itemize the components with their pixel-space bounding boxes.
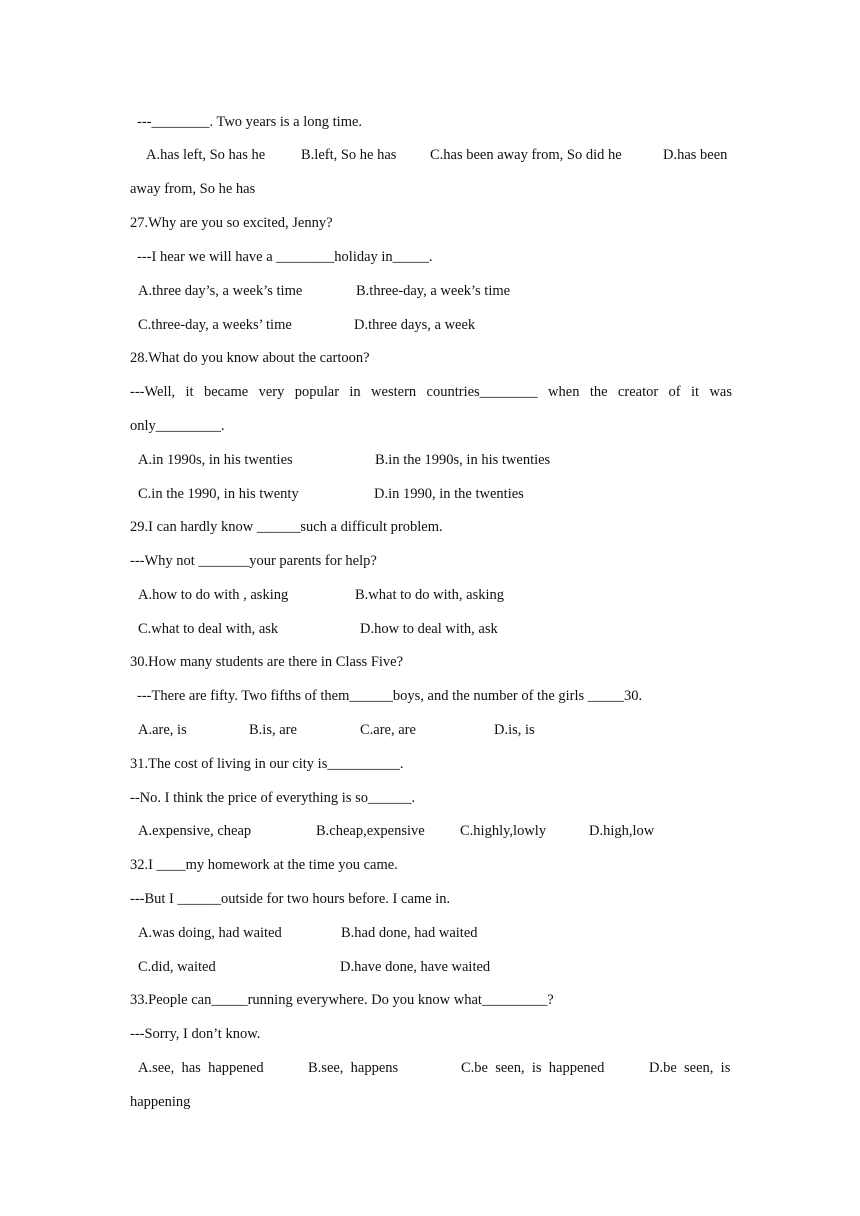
q30-option-b: B.is, are: [249, 722, 297, 738]
q28-option-c: C.in the 1990, in his twenty: [138, 486, 299, 502]
q29-option-c: C.what to deal with, ask: [138, 621, 279, 637]
q28-response-continued: only_________.: [130, 418, 225, 434]
q29-option-d: D.how to deal with, ask: [360, 621, 498, 637]
q26-answer-line: ---________. Two years is a long time.: [137, 114, 363, 130]
q32-question: 32.I ____my homework at the time you came.: [130, 857, 398, 873]
q33-response: ---Sorry, I don’t know.: [130, 1026, 261, 1042]
q30-response: ---There are fifty. Two fifths of them______boys, and the number of the girls _____30.: [137, 688, 643, 704]
q26-option-c: C.has been away from, So did he: [430, 147, 622, 163]
q27-question: 27.Why are you so excited, Jenny?: [130, 215, 333, 231]
q27-options-cd: [130, 314, 732, 336]
q31-option-c: C.highly,lowly: [460, 823, 547, 839]
q28-option-a: A.in 1990s, in his twenties: [138, 452, 293, 468]
q33-options: [130, 1057, 732, 1079]
q32-option-a: A.was doing, had waited: [138, 925, 282, 941]
q31-response: --No. I think the price of everything is so______.: [130, 790, 416, 806]
q28-options-cd: [130, 483, 732, 505]
q33-option-a: A.see, has happened: [138, 1060, 264, 1076]
q32-option-c: C.did, waited: [138, 959, 216, 975]
q30-option-c: C.are, are: [360, 722, 416, 738]
q28-options-ab: [130, 449, 732, 471]
q32-options-cd: [130, 956, 732, 978]
q27-option-d: D.three days, a week: [354, 317, 476, 333]
q29-response: ---Why not _______your parents for help?: [130, 553, 377, 569]
q31-option-a: A.expensive, cheap: [138, 823, 252, 839]
q28-option-b: B.in the 1990s, in his twenties: [375, 452, 551, 468]
q33-option-c: C.be seen, is happened: [461, 1060, 605, 1076]
q28-response: ---Well, it became very popular in western countries________ when the creator of it was: [130, 384, 732, 400]
q31-option-b: B.cheap,expensive: [316, 823, 425, 839]
q32-response: ---But I ______outside for two hours before. I came in.: [130, 891, 451, 907]
q27-option-b: B.three-day, a week’s time: [356, 283, 511, 299]
q32-option-b: B.had done, had waited: [341, 925, 478, 941]
q32-option-d: D.have done, have waited: [340, 959, 491, 975]
q33-option-d: D.be seen, is: [649, 1060, 731, 1076]
q26-option-a: A.has left, So has he: [146, 147, 266, 163]
q29-option-b: B.what to do with, asking: [355, 587, 505, 603]
q30-options: [130, 719, 732, 741]
q29-option-a: A.how to do with , asking: [138, 587, 289, 603]
q31-question: 31.The cost of living in our city is__________.: [130, 756, 404, 772]
q32-options-ab: [130, 922, 732, 944]
q27-option-c: C.three-day, a weeks’ time: [138, 317, 292, 333]
q30-option-d: D.is, is: [494, 722, 535, 738]
q30-question: 30.How many students are there in Class Five?: [130, 654, 404, 670]
q33-option-d-continued: happening: [130, 1094, 191, 1110]
q29-options-ab: [130, 584, 732, 606]
q33-question: 33.People can_____running everywhere. Do you know what_________?: [130, 992, 554, 1008]
q30-option-a: A.are, is: [138, 722, 187, 738]
q29-options-cd: [130, 618, 732, 640]
q29-question: 29.I can hardly know ______such a difficult problem.: [130, 519, 443, 535]
q27-response: ---I hear we will have a ________holiday in_____.: [137, 249, 433, 265]
q27-options-ab: [130, 280, 732, 302]
q31-option-d: D.high,low: [589, 823, 655, 839]
q26-options: [130, 144, 732, 166]
q28-option-d: D.in 1990, in the twenties: [374, 486, 524, 502]
q28-question: 28.What do you know about the cartoon?: [130, 350, 370, 366]
q26-option-d-continued: away from, So he has: [130, 181, 256, 197]
q33-option-b: B.see, happens: [308, 1060, 399, 1076]
q26-option-b: B.left, So he has: [301, 147, 397, 163]
q31-options: [130, 820, 732, 842]
q27-option-a: A.three day’s, a week’s time: [138, 283, 303, 299]
q26-option-d: D.has been: [663, 147, 728, 163]
